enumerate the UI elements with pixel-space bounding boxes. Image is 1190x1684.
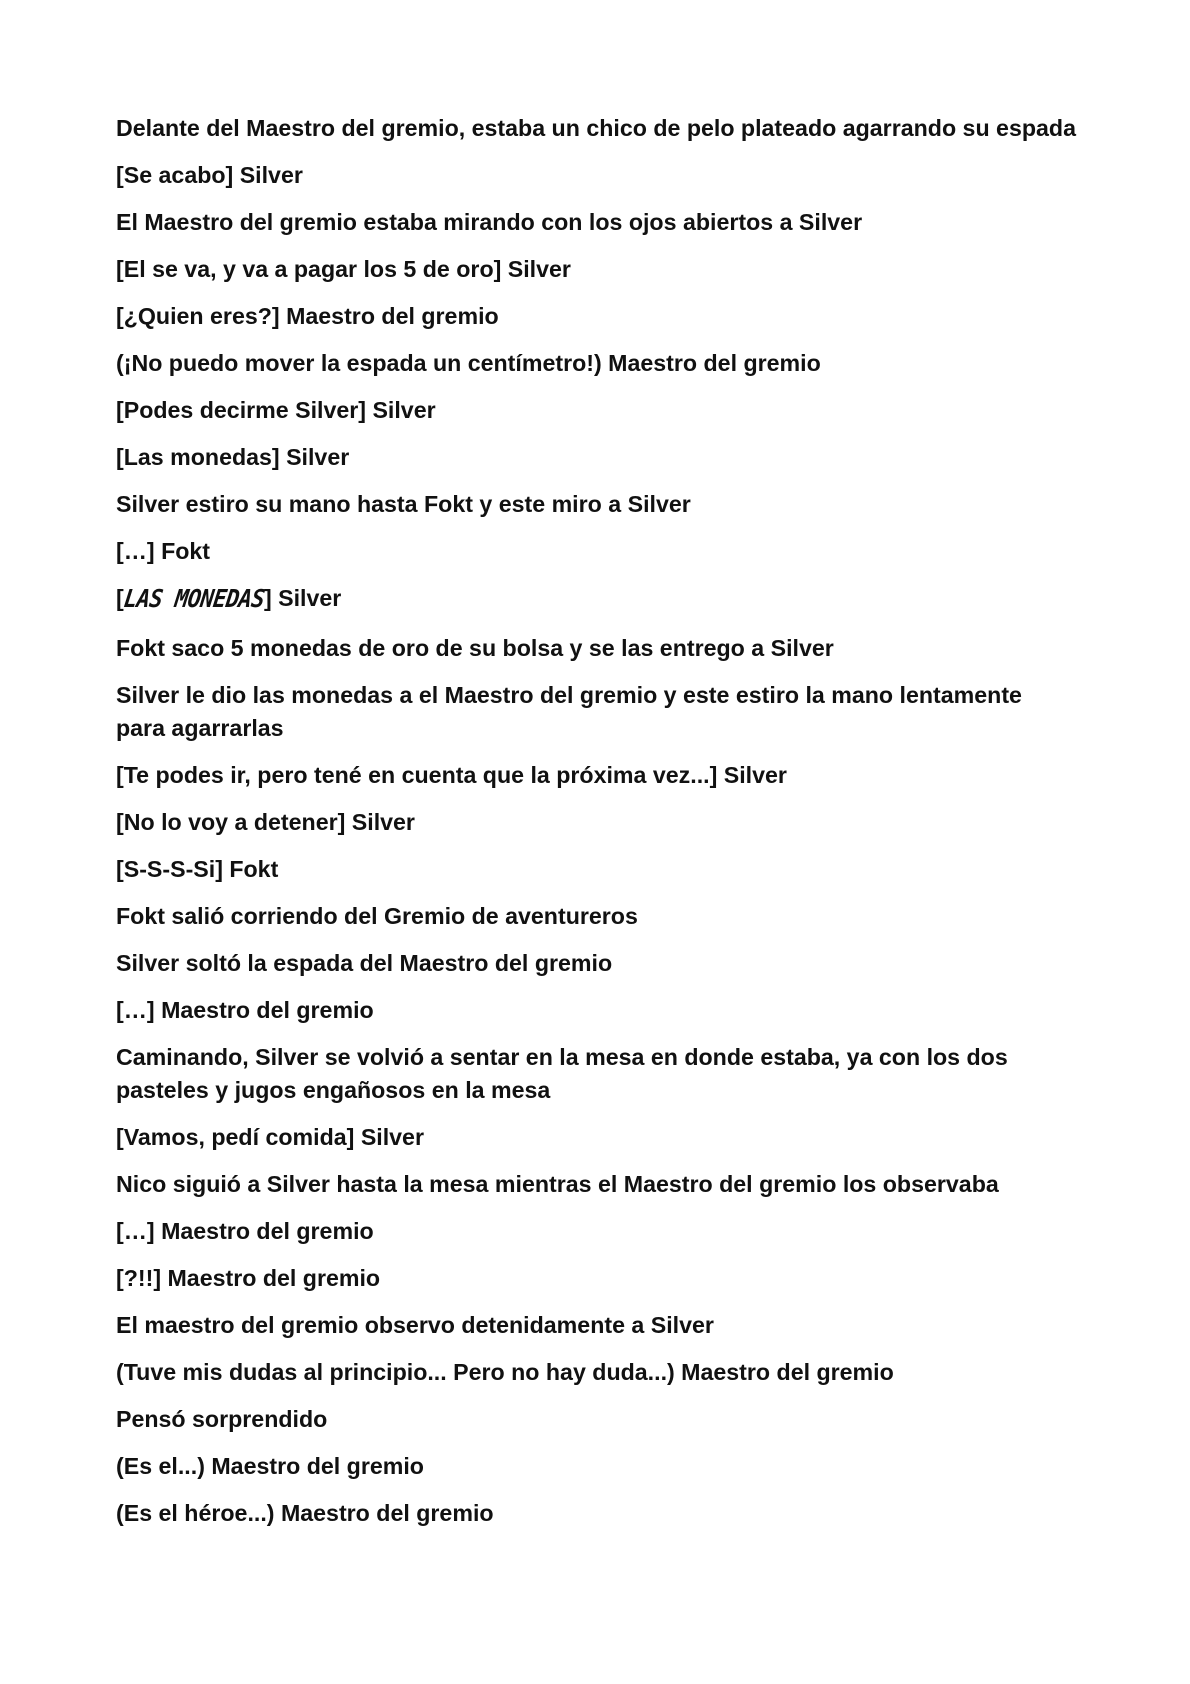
paragraph: Silver soltó la espada del Maestro del gremio	[116, 950, 613, 976]
paragraph: El maestro del gremio observo detenidamente a Silver	[116, 1312, 714, 1338]
paragraph: (Tuve mis dudas al principio... Pero no hay duda...) Maestro del gremio	[116, 1359, 894, 1385]
paragraph: Fokt saco 5 monedas de oro de su bolsa y se las entrego a Silver	[116, 635, 834, 661]
paragraph: Silver estiro su mano hasta Fokt y este miro a Silver	[116, 491, 691, 517]
paragraph: Silver le dio las monedas a el Maestro del gremio y este estiro la mano lentamente para agarrarlas	[116, 682, 1022, 741]
paragraph: […] Maestro del gremio	[116, 1218, 374, 1244]
paragraph: Caminando, Silver se volvió a sentar en la mesa en donde estaba, ya con los dos pasteles y jugos engañosos en la mesa	[116, 1044, 1008, 1103]
paragraph: [Se acabo] Silver	[116, 162, 303, 188]
paragraph: [?!!] Maestro del gremio	[116, 1265, 381, 1291]
paragraph: [¿Quien eres?] Maestro del gremio	[116, 303, 499, 329]
paragraph: Pensó sorprendido	[116, 1406, 328, 1432]
paragraph: […] Fokt	[116, 538, 211, 564]
paragraph: [Vamos, pedí comida] Silver	[116, 1124, 424, 1150]
paragraph: Delante del Maestro del gremio, estaba un chico de pelo plateado agarrando su espada	[116, 115, 1076, 141]
paragraph: Nico siguió a Silver hasta la mesa mientras el Maestro del gremio los observaba	[116, 1171, 999, 1197]
paragraph: [S-S-S-Si] Fokt	[116, 856, 279, 882]
paragraph: [No lo voy a detener] Silver	[116, 809, 415, 835]
document-body	[116, 112, 1076, 1544]
paragraph: (Es el héroe...) Maestro del gremio	[116, 1500, 494, 1526]
stylized-text: LAS MONEDAS	[121, 585, 266, 614]
paragraph: El Maestro del gremio estaba mirando con los ojos abiertos a Silver	[116, 209, 863, 235]
paragraph: […] Maestro del gremio	[116, 997, 374, 1023]
paragraph: [Las monedas] Silver	[116, 444, 350, 470]
speaker-suffix: ] Silver	[263, 585, 342, 611]
paragraph: [Podes decirme Silver] Silver	[116, 397, 436, 423]
open-bracket: [	[116, 585, 124, 611]
paragraph: [Te podes ir, pero tené en cuenta que la próxima vez...] Silver	[116, 762, 787, 788]
paragraph: Fokt salió corriendo del Gremio de aventureros	[116, 903, 638, 929]
paragraph: (¡No puedo mover la espada un centímetro!) Maestro del gremio	[116, 350, 821, 376]
paragraph: (Es el...) Maestro del gremio	[116, 1453, 424, 1479]
paragraph: [El se va, y va a pagar los 5 de oro] Silver	[116, 256, 571, 282]
stylized-dialogue-line	[116, 582, 1076, 616]
